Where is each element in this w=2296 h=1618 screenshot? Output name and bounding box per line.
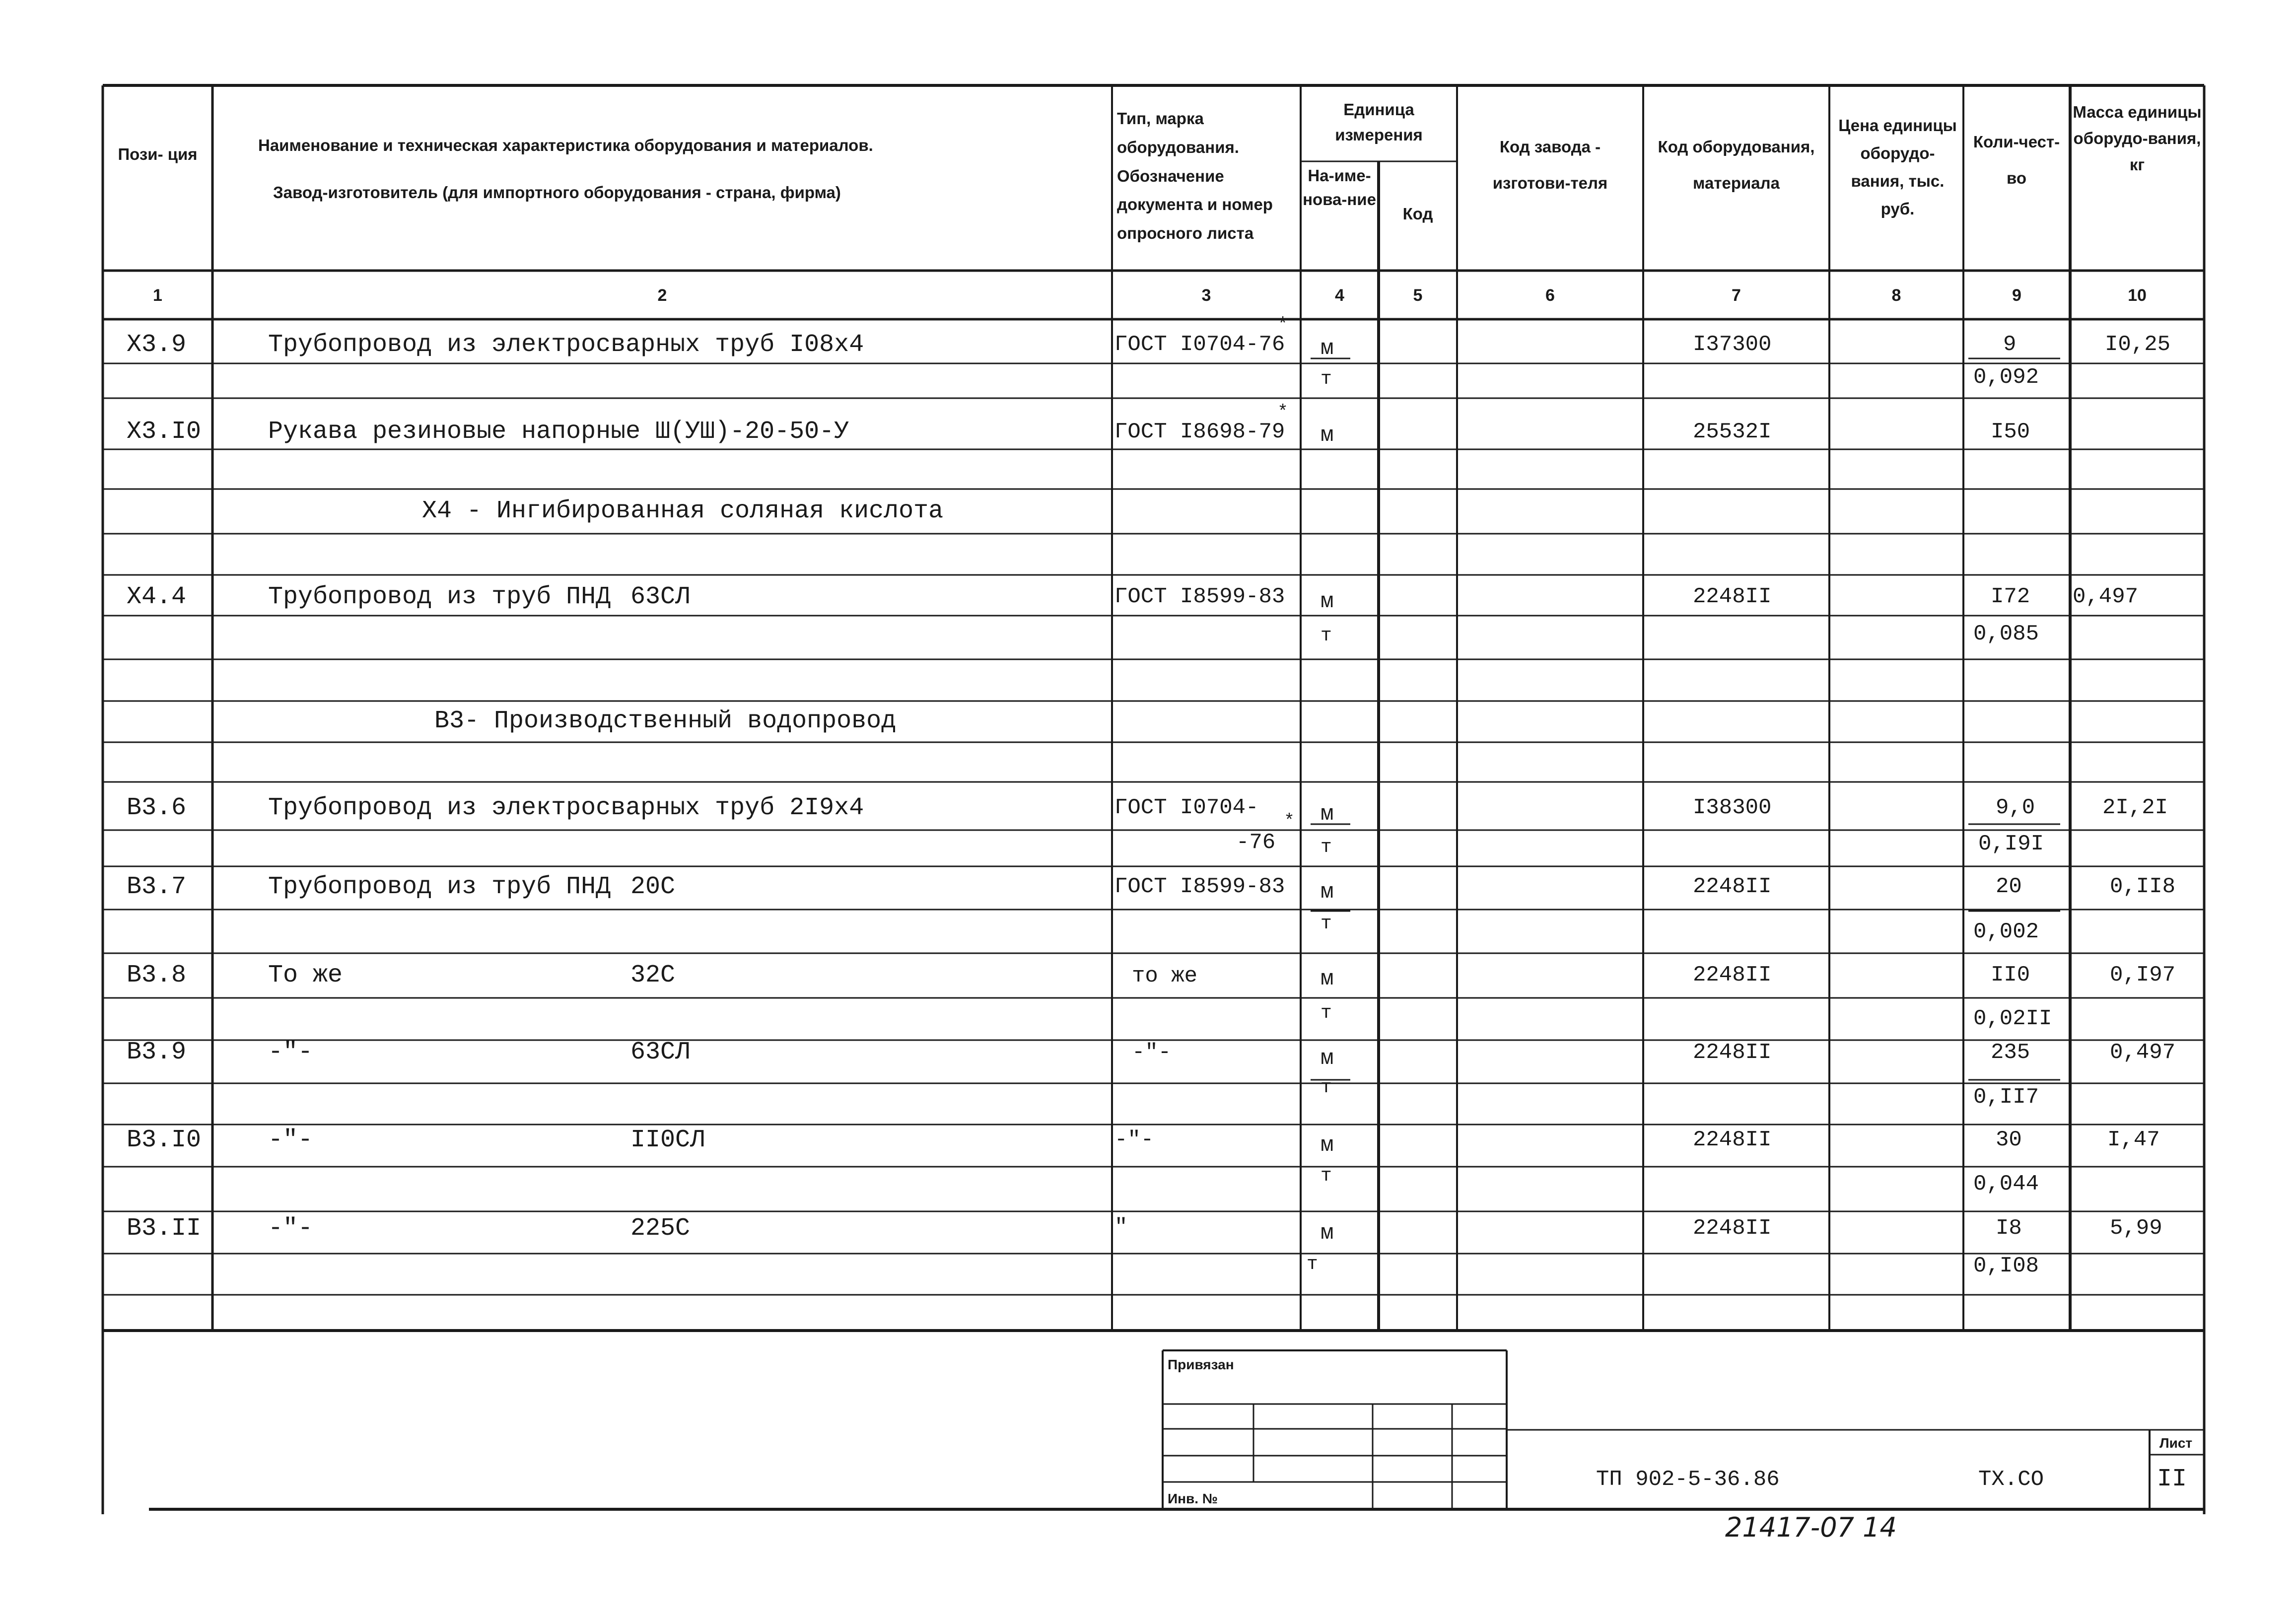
column-number-6: 6 xyxy=(1545,286,1555,305)
row-unit-2: т xyxy=(1321,625,1332,646)
row-qty-2: 0,II7 xyxy=(1973,1085,2039,1110)
row-position: В3.7 xyxy=(127,873,187,901)
row-name: Трубопровод из электросварных труб 2I9х4 xyxy=(268,794,864,822)
row-unit-2: т xyxy=(1307,1254,1318,1275)
row-mass: 2I,2I xyxy=(2102,795,2168,820)
section-heading: В3- Производственный водопровод xyxy=(434,707,897,735)
row-doc-2: -76 xyxy=(1236,830,1276,855)
header-type-mark: Тип, марка оборудования. Обозначение документа и номер опросного листа xyxy=(1117,109,1273,242)
row-name: -"- xyxy=(268,1214,313,1243)
header-factory-code: Код завода - изготови-теля xyxy=(1492,138,1608,192)
sheet-number: II xyxy=(2157,1465,2187,1493)
handwritten-footer-number: 21417-07 14 xyxy=(1725,1512,1897,1543)
header-equipment-code: Код оборудования, материала xyxy=(1658,138,1815,192)
row-unit: м xyxy=(1321,802,1334,827)
row-doc: ГОСТ I8698-79 xyxy=(1114,420,1285,444)
row-position: В3.II xyxy=(127,1214,202,1243)
row-qty: II0 xyxy=(1991,963,2030,987)
row-code: 2248II xyxy=(1693,963,1772,987)
row-spec: 63СЛ xyxy=(630,1038,691,1066)
sheet-code: ТХ.СО xyxy=(1978,1467,2044,1492)
row-mass: I,47 xyxy=(2107,1127,2160,1152)
row-qty: 235 xyxy=(1991,1040,2030,1065)
document-code: ТП 902-5-36.86 xyxy=(1596,1467,1780,1492)
column-number-2: 2 xyxy=(657,286,667,305)
row-position: Х4.4 xyxy=(127,583,187,611)
row-qty-2: 0,044 xyxy=(1973,1172,2039,1196)
row-qty: 9,0 xyxy=(1996,795,2035,820)
stamp-inventory: Инв. № xyxy=(1168,1491,1218,1506)
column-number-7: 7 xyxy=(1732,286,1741,305)
row-unit-2: т xyxy=(1321,368,1332,390)
row-unit: м xyxy=(1321,423,1334,448)
column-number-10: 10 xyxy=(2128,286,2147,305)
row-code: 25532I xyxy=(1693,420,1772,444)
asterisk-mark: * xyxy=(1279,312,1287,333)
row-doc: ГОСТ I0704-76 xyxy=(1114,332,1285,357)
row-doc: ГОСТ I8599-83 xyxy=(1114,584,1285,609)
header-position: Пози- ция xyxy=(118,145,198,163)
row-spec: II0СЛ xyxy=(630,1126,705,1154)
header-unit-name: На-име-нова-ние xyxy=(1303,166,1376,209)
column-number-1: 1 xyxy=(153,286,162,305)
row-unit: м xyxy=(1321,1133,1334,1158)
row-qty-2: 0,I9I xyxy=(1978,832,2044,856)
row-qty: 20 xyxy=(1996,874,2022,899)
row-mass: 0,497 xyxy=(2073,584,2139,609)
row-spec: 20С xyxy=(630,873,676,901)
row-unit: м xyxy=(1321,967,1334,991)
row-name: Трубопровод из электросварных труб I08х4 xyxy=(268,331,864,359)
row-spec: 63СЛ xyxy=(630,583,691,611)
stamp-privyazan: Привязан xyxy=(1168,1357,1234,1372)
header-unit-code: Код xyxy=(1402,205,1433,223)
sheet-label: Лист xyxy=(2159,1435,2193,1451)
row-doc: ГОСТ I8599-83 xyxy=(1114,874,1285,899)
row-doc: " xyxy=(1114,1215,1128,1240)
row-mass: 5,99 xyxy=(2110,1216,2162,1241)
header-unit-price: Цена единицы оборудо-вания, тыс. руб. xyxy=(1838,116,1957,218)
asterisk-mark: * xyxy=(1279,400,1287,420)
header-unit-mass: Масса единицы оборудо-вания, кг xyxy=(2073,103,2202,174)
row-code: 2248II xyxy=(1693,584,1772,609)
row-position: Х3.9 xyxy=(127,331,187,359)
row-mass: 0,I97 xyxy=(2110,963,2176,987)
asterisk-mark: * xyxy=(1286,809,1293,829)
row-position: В3.8 xyxy=(127,961,187,989)
column-number-9: 9 xyxy=(2012,286,2021,305)
column-number-5: 5 xyxy=(1413,286,1423,305)
column-number-3: 3 xyxy=(1201,286,1211,305)
row-name: Рукава резиновые напорные Ш(УШ)-20-50-У xyxy=(268,418,849,446)
row-unit: м xyxy=(1321,1046,1334,1071)
column-number-4: 4 xyxy=(1335,286,1344,305)
row-spec: 32С xyxy=(630,961,676,989)
row-qty-2: 0,I08 xyxy=(1973,1254,2039,1278)
row-qty: 9 xyxy=(2003,332,2017,357)
row-unit-2: т xyxy=(1321,1165,1332,1187)
row-name: -"- xyxy=(268,1126,313,1154)
row-qty-2: 0,092 xyxy=(1973,365,2039,390)
section-heading: Х4 - Ингибированная соляная кислота xyxy=(422,497,944,525)
row-qty: I72 xyxy=(1991,584,2030,609)
row-unit: м xyxy=(1321,336,1334,361)
row-doc: -"- xyxy=(1114,1127,1154,1152)
row-name: Трубопровод из труб ПНД xyxy=(268,873,611,901)
row-qty-2: 0,02II xyxy=(1973,1006,2052,1031)
row-name: То же xyxy=(268,961,343,989)
row-unit: м xyxy=(1321,1221,1334,1246)
row-qty: I50 xyxy=(1991,420,2030,444)
row-unit-2: т xyxy=(1321,1002,1332,1024)
row-mass: I0,25 xyxy=(2105,332,2171,357)
row-code: 2248II xyxy=(1693,874,1772,899)
header-quantity: Коли-чест-во xyxy=(1973,133,2060,187)
row-qty-2: 0,002 xyxy=(1973,919,2039,944)
row-unit: м xyxy=(1321,880,1334,905)
row-qty: I8 xyxy=(1996,1216,2022,1241)
header-unit-group: Единица измерения xyxy=(1335,100,1423,144)
row-code: 2248II xyxy=(1693,1040,1772,1065)
row-name: -"- xyxy=(268,1038,313,1066)
row-mass: 0,497 xyxy=(2110,1040,2176,1065)
row-unit-2: т xyxy=(1321,837,1332,858)
row-position: В3.9 xyxy=(127,1038,187,1066)
row-mass: 0,II8 xyxy=(2110,874,2176,899)
row-unit-2: т xyxy=(1321,913,1332,934)
header-name-line2: Завод-изготовитель (для импортного оборудования - страна, фирма) xyxy=(273,183,841,202)
row-code: I37300 xyxy=(1693,332,1772,357)
row-doc: -"- xyxy=(1132,1040,1172,1065)
row-spec: 225С xyxy=(630,1214,691,1243)
column-number-8: 8 xyxy=(1891,286,1901,305)
row-code: 2248II xyxy=(1693,1127,1772,1152)
row-position: В3.I0 xyxy=(127,1126,202,1154)
row-name: Трубопровод из труб ПНД xyxy=(268,583,611,611)
row-unit-2: т xyxy=(1321,1077,1332,1098)
row-doc: то же xyxy=(1132,964,1198,988)
row-qty-2: 0,085 xyxy=(1973,622,2039,646)
row-qty: 30 xyxy=(1996,1127,2022,1152)
row-position: В3.6 xyxy=(127,794,187,822)
header-name-line1: Наименование и техническая характеристика оборудования и материалов. xyxy=(258,136,873,154)
row-unit: м xyxy=(1321,589,1334,614)
row-code: I38300 xyxy=(1693,795,1772,820)
row-code: 2248II xyxy=(1693,1216,1772,1241)
row-position: Х3.I0 xyxy=(127,418,202,446)
row-doc: ГОСТ I0704- xyxy=(1114,795,1259,820)
